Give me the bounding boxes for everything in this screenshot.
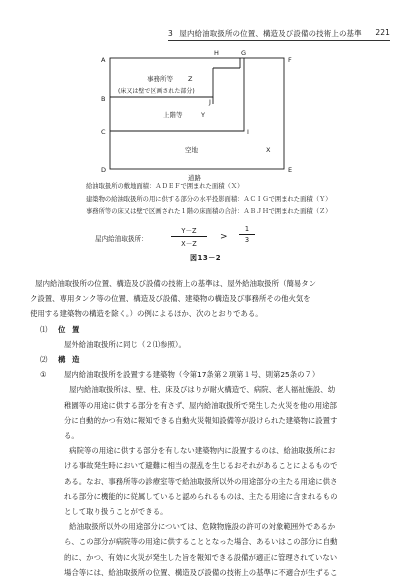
section-title: 屋内給油取扱所の位置、構造及び設備の技術上の基準 bbox=[179, 29, 362, 38]
formula-label: 屋内給油取扱所： bbox=[95, 235, 148, 243]
intro-line: 屋内給油取扱所の位置、構造及び設備の技術上の基準は、屋外給油取扱所（簡易タン bbox=[35, 279, 317, 288]
item-heading bbox=[30, 367, 390, 382]
corner-f: F bbox=[288, 56, 292, 64]
corner-j: J bbox=[209, 98, 211, 106]
corner-g: G bbox=[241, 49, 247, 57]
office-z: Z bbox=[188, 75, 193, 83]
position-text: 屋外給油取扱所に同じ（２⑴参照）。 bbox=[64, 339, 186, 349]
definition-z: 事務所等の床又は壁で区画された１階の床面積の合計：ＡＢＪＨで囲まれた面積（Ｚ） bbox=[86, 208, 332, 215]
office-label: 事務所等 bbox=[147, 75, 173, 83]
paragraph-line: 的に、かつ、有効に火災が発生した旨を報知できる設備が適正に管理されていない bbox=[64, 552, 338, 562]
area-definitions bbox=[86, 181, 332, 219]
corner-i: I bbox=[247, 128, 249, 136]
rhs-denominator: 3 bbox=[244, 236, 250, 244]
intro-line: ク設置、専用タンク等の位置、構造及び設備、建築物の構造及び事務所その他火気を bbox=[30, 294, 311, 304]
paragraph-line: 場合等には、給油取扱所の位置、構造及び設備の技術上の基準に不適合が生ずるこ bbox=[64, 567, 338, 577]
paragraph-line: る。 bbox=[64, 431, 79, 440]
paragraph-line: 屋内給油取扱所は、壁、柱、床及びはりが耐火構造で、病院、老人福祉施設、幼 bbox=[69, 385, 336, 395]
heading-position bbox=[30, 322, 390, 337]
paragraph-line: れる部分に機能的に従属していると認められるものは、主たる用途に含まれるもの bbox=[64, 491, 338, 501]
rhs-numerator: 1 bbox=[244, 225, 250, 233]
page-number: 221 bbox=[375, 28, 390, 37]
item-number: ① bbox=[40, 370, 47, 380]
rhs-fraction bbox=[239, 225, 255, 244]
ratio-formula bbox=[95, 226, 255, 248]
corner-d: D bbox=[101, 166, 107, 174]
item-title: 屋内給油取扱所を設置する建築物（令第17条第２項第１号、則第25条の７） bbox=[64, 370, 320, 380]
corner-a: A bbox=[101, 56, 106, 64]
lhs-denominator: X－Z bbox=[181, 240, 197, 248]
intro-line: 使用する建築物の構造を除く。）の例によるほか、次のとおりである。 bbox=[30, 309, 263, 319]
paragraph-line: として取り扱うことができる。 bbox=[64, 507, 168, 517]
figure-caption: 図13－2 bbox=[190, 254, 222, 262]
definition-y: 建築物の給油取扱所の用に供する部分の水平投影面積：ＡＣＩＧで囲まれた面積（Ｙ） bbox=[86, 195, 332, 203]
office-note: (床又は壁で区画された部分) bbox=[118, 88, 195, 95]
lhs-fraction bbox=[171, 225, 207, 248]
heading-number: ⑵ bbox=[40, 355, 48, 364]
heading-title: 位 置 bbox=[58, 324, 82, 334]
lhs-numerator: Y－Z bbox=[181, 227, 197, 235]
paragraph-line: ある。なお、事務所等の診療室等で給油取扱所以外の用途部分の主たる用途に供さ bbox=[64, 476, 338, 486]
definition-x: 給油取扱所の敷地面積：ＡＤＥＦで囲まれた面積（Ｘ） bbox=[86, 183, 244, 190]
comparison-operator: > bbox=[220, 232, 228, 242]
upper-y: Y bbox=[201, 111, 205, 119]
paragraph-line: 給油取扱所以外の用途部分については、危険物施設の許可の対象範囲外であるか bbox=[69, 522, 336, 532]
paragraph-line: ら、この部分が病院等の用途に供することとなった場合、あるいはこの部分に自動 bbox=[64, 537, 338, 547]
paragraph-line: ける事故発生時において避難に相当の混乱を生じるおそれがあることによるもので bbox=[64, 461, 338, 471]
road-label: 道路 bbox=[188, 174, 201, 182]
void-label: 空地 bbox=[185, 146, 198, 154]
corner-b: B bbox=[101, 95, 106, 103]
corner-e: E bbox=[288, 166, 293, 174]
heading-structure bbox=[30, 352, 390, 367]
corner-c: C bbox=[101, 128, 106, 136]
fraction-bar bbox=[171, 236, 207, 237]
fraction-bar bbox=[239, 234, 255, 235]
paragraph-line: 病院等の用途に供する部分を有しない建築物内に設置するのは、給油取扱所にお bbox=[69, 446, 336, 456]
paragraph-line: 稚園等の用途に供する部分を有さず、屋内給油取扱所で発生した火災を他の用途部 bbox=[64, 400, 337, 410]
heading-number: ⑴ bbox=[40, 324, 48, 334]
heading-title: 構 造 bbox=[58, 355, 82, 364]
paragraph-line: 分に自動的かつ有効に報知できる自動火災報知設備等が設けられた建築物に設置す bbox=[64, 415, 338, 425]
section-number: 3 bbox=[168, 29, 173, 38]
corner-h: H bbox=[214, 49, 219, 57]
main-text bbox=[30, 276, 390, 580]
void-x: X bbox=[266, 146, 271, 154]
upper-label: 上階等 bbox=[163, 111, 183, 119]
